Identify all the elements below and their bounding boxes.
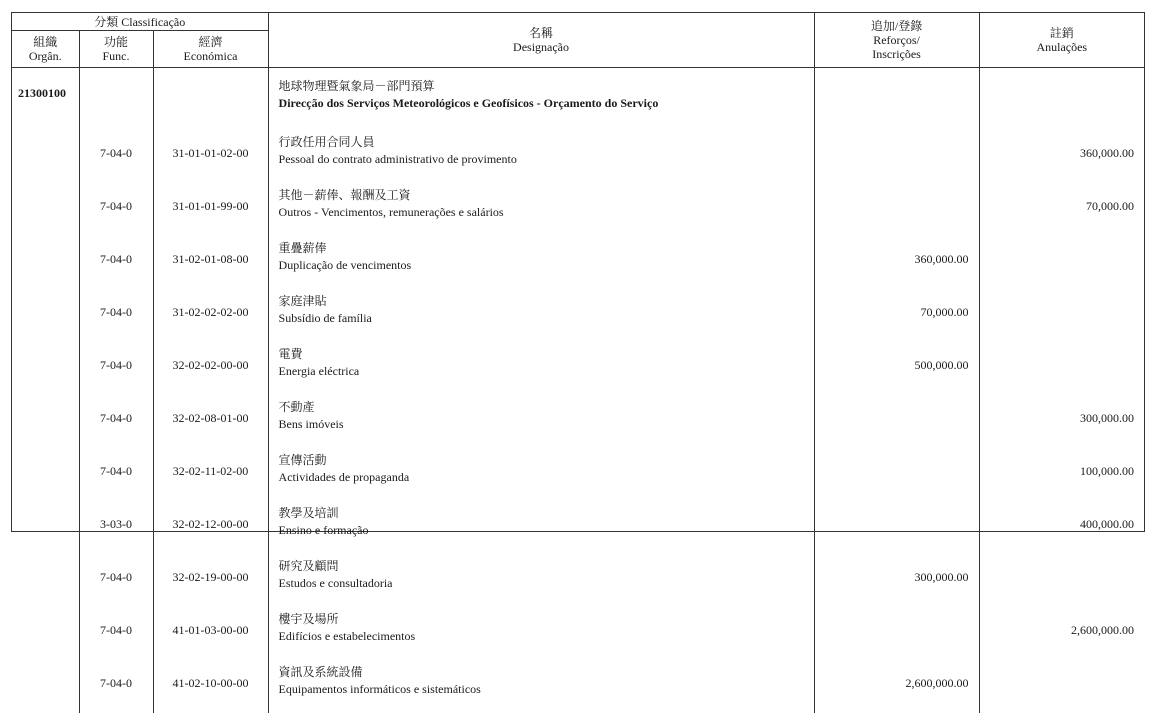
reforcos-amount: 70,000.00 <box>814 289 979 342</box>
designation-zh: 其他－薪俸、報酬及工資 <box>278 188 411 202</box>
reforcos-header <box>814 13 979 68</box>
empty-cell <box>79 68 153 131</box>
designation-zh: 家庭津貼 <box>278 294 327 308</box>
econ-code: 32-02-19-00-00 <box>153 554 268 607</box>
empty-cell <box>12 395 79 448</box>
designation <box>268 236 814 289</box>
designation-pt: Pessoal do contrato administrativo de provimento <box>278 152 517 166</box>
designation <box>268 501 814 554</box>
section-title-pt: Direcção dos Serviços Meteorológicos e Geofísicos - Orçamento do Serviço <box>278 96 659 110</box>
econ-code: 31-01-01-99-00 <box>153 183 268 236</box>
func-header-zh: 功能 <box>103 35 128 49</box>
empty-cell <box>12 130 79 183</box>
anulacoes-amount <box>979 554 1144 607</box>
table-row <box>12 607 1144 660</box>
func-header <box>79 31 153 68</box>
designation <box>268 289 814 342</box>
reforcos-amount <box>814 448 979 501</box>
designation <box>268 183 814 236</box>
econ-header <box>153 31 268 68</box>
reforcos-amount <box>814 183 979 236</box>
anulacoes-amount: 400,000.00 <box>1080 517 1135 531</box>
econ-code: 41-01-03-00-00 <box>153 607 268 660</box>
table-row <box>12 183 1144 236</box>
org-header-pt: Orgân. <box>28 49 62 63</box>
econ-code: 32-02-11-02-00 <box>153 448 268 501</box>
designation-pt: Outros - Vencimentos, remunerações e salários <box>278 205 504 219</box>
anulacoes-amount: 2,600,000.00 <box>1071 623 1135 637</box>
econ-header-pt: Económica <box>183 49 238 63</box>
econ-code: 32-02-02-00-00 <box>153 342 268 395</box>
anulacoes-amount <box>979 289 1144 342</box>
designation-pt: Energia eléctrica <box>278 364 360 378</box>
econ-header-zh: 經濟 <box>198 35 223 49</box>
func-code: 7-04-0 <box>79 448 153 501</box>
designation <box>268 395 814 448</box>
reforcos-amount <box>814 395 979 448</box>
designation-zh: 重疊薪俸 <box>278 241 327 255</box>
designation <box>268 607 814 660</box>
budget-sheet <box>11 12 1145 696</box>
anulacoes-amount: 70,000.00 <box>1086 199 1135 213</box>
empty-cell <box>12 607 79 660</box>
designation-pt: Bens imóveis <box>278 417 344 431</box>
table-row <box>12 289 1144 342</box>
designation <box>268 448 814 501</box>
budget-table <box>12 13 1144 713</box>
anulacoes-header-zh: 註銷 <box>1049 26 1074 40</box>
reforcos-header-zh: 追加/登錄 <box>870 19 923 33</box>
empty-cell <box>12 236 79 289</box>
reforcos-amount: 2,600,000.00 <box>814 660 979 713</box>
anulacoes-amount: 300,000.00 <box>1080 411 1135 425</box>
empty-cell <box>12 448 79 501</box>
classification-header: 分類 Classificação <box>12 13 268 31</box>
func-code: 7-04-0 <box>79 660 153 713</box>
empty-cell <box>12 289 79 342</box>
designation-pt: Duplicação de vencimentos <box>278 258 412 272</box>
anulacoes-amount <box>979 342 1144 395</box>
func-code: 7-04-0 <box>79 607 153 660</box>
designation <box>268 130 814 183</box>
reforcos-amount: 300,000.00 <box>814 554 979 607</box>
org-header-zh: 組織 <box>33 35 58 49</box>
anulacoes-amount: 100,000.00 <box>1080 464 1135 478</box>
section-row <box>12 68 1144 131</box>
reforcos-amount <box>814 501 979 554</box>
table-row <box>12 342 1144 395</box>
empty-cell <box>12 554 79 607</box>
reforcos-header-pt1: Reforços/ <box>873 33 920 47</box>
func-code: 3-03-0 <box>79 501 153 554</box>
table-row <box>12 448 1144 501</box>
reforcos-amount <box>814 130 979 183</box>
designation-pt: Actividades de propaganda <box>278 470 410 484</box>
designation-zh: 宣傳活動 <box>278 453 327 467</box>
func-code: 7-04-0 <box>79 183 153 236</box>
designation-zh: 教學及培訓 <box>278 506 339 520</box>
reforcos-header-pt2: Inscrições <box>872 47 921 61</box>
section-title-zh: 地球物理暨氣象局－部門預算 <box>278 79 435 93</box>
table-row <box>12 130 1144 183</box>
reforcos-amount: 500,000.00 <box>814 342 979 395</box>
designation-zh: 電費 <box>278 347 303 361</box>
designation <box>268 554 814 607</box>
table-row <box>12 554 1144 607</box>
anulacoes-amount <box>979 660 1144 713</box>
econ-code: 31-02-01-08-00 <box>153 236 268 289</box>
empty-cell <box>12 501 79 554</box>
empty-cell <box>979 68 1144 131</box>
org-code: 21300100 <box>12 68 79 131</box>
designation-header-pt: Designação <box>513 40 570 54</box>
func-header-pt: Func. <box>102 49 130 63</box>
designation-pt: Equipamentos informáticos e sistemáticos <box>278 682 481 696</box>
section-title <box>268 68 814 131</box>
func-code: 7-04-0 <box>79 554 153 607</box>
func-code: 7-04-0 <box>79 130 153 183</box>
anulacoes-header <box>979 13 1144 68</box>
designation-pt: Subsídio de família <box>278 311 372 325</box>
designation-zh: 不動產 <box>278 400 315 414</box>
table-row <box>12 501 1144 554</box>
table-row <box>12 236 1144 289</box>
func-code: 7-04-0 <box>79 236 153 289</box>
empty-cell <box>814 68 979 131</box>
empty-cell <box>12 183 79 236</box>
designation-zh: 行政任用合同人員 <box>278 135 375 149</box>
designation-pt: Ensino e formação <box>278 523 369 537</box>
designation-zh: 樓宇及場所 <box>278 612 339 626</box>
org-header <box>12 31 79 68</box>
reforcos-amount: 360,000.00 <box>814 236 979 289</box>
designation-zh: 資訊及系統設備 <box>278 665 363 679</box>
econ-code: 41-02-10-00-00 <box>153 660 268 713</box>
econ-code: 31-01-01-02-00 <box>153 130 268 183</box>
empty-cell <box>12 660 79 713</box>
designation-zh: 研究及顧問 <box>278 559 339 573</box>
table-row <box>12 395 1144 448</box>
anulacoes-header-pt: Anulações <box>1036 40 1088 54</box>
econ-code: 31-02-02-02-00 <box>153 289 268 342</box>
econ-code: 32-02-12-00-00 <box>153 501 268 554</box>
designation-pt: Edifícios e estabelecimentos <box>278 629 416 643</box>
anulacoes-amount <box>979 236 1144 289</box>
designation <box>268 342 814 395</box>
econ-code: 32-02-08-01-00 <box>153 395 268 448</box>
anulacoes-amount: 360,000.00 <box>1080 146 1135 160</box>
designation-header-zh: 名稱 <box>529 26 554 40</box>
table-row <box>12 660 1144 713</box>
reforcos-amount <box>814 607 979 660</box>
empty-cell <box>153 68 268 131</box>
designation-pt: Estudos e consultadoria <box>278 576 393 590</box>
func-code: 7-04-0 <box>79 342 153 395</box>
designation <box>268 660 814 713</box>
designation-header <box>268 13 814 68</box>
func-code: 7-04-0 <box>79 395 153 448</box>
empty-cell <box>12 342 79 395</box>
func-code: 7-04-0 <box>79 289 153 342</box>
